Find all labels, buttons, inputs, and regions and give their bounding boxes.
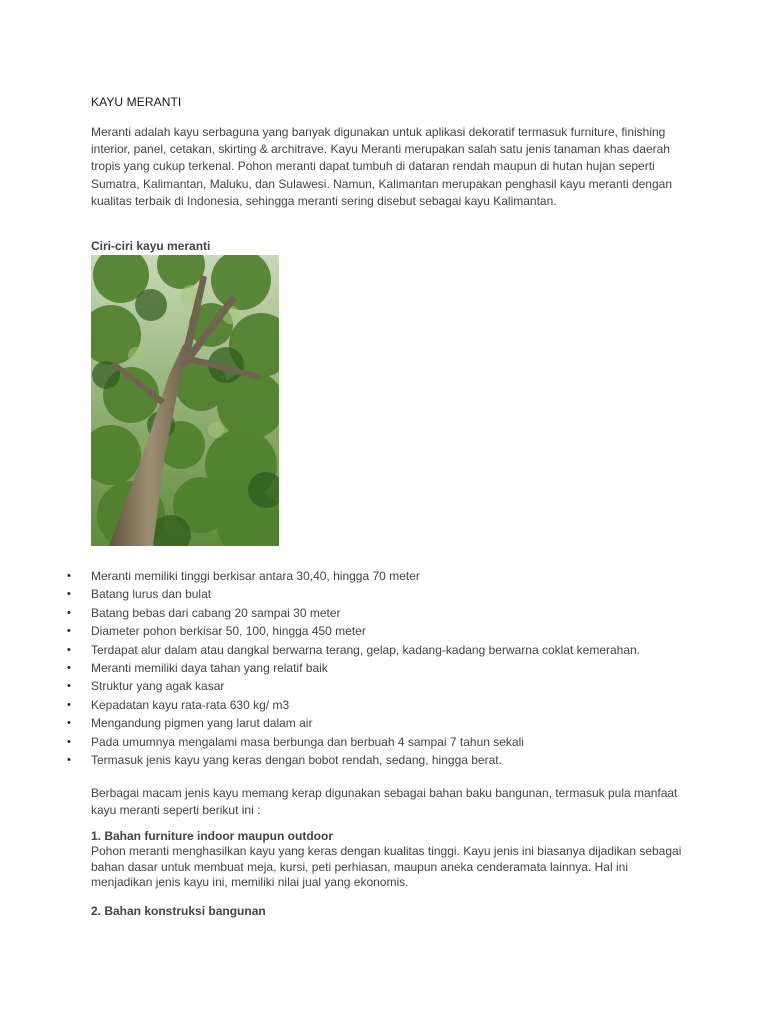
- bullet-icon: •: [67, 698, 71, 711]
- list-item: • Struktur yang agak kasar: [91, 677, 711, 695]
- section-heading-construction: 2. Bahan konstruksi bangunan: [91, 904, 266, 918]
- meranti-tree-photo: [91, 255, 279, 546]
- characteristics-list: [67, 567, 711, 769]
- tree-illustration: [91, 255, 279, 546]
- list-item: • Pada umumnya mengalami masa berbunga dan berbuah 4 sampai 7 tahun sekali: [91, 733, 711, 751]
- list-item: • Mengandung pigmen yang larut dalam air: [91, 714, 711, 732]
- list-item: • Kepadatan kayu rata-rata 630 kg/ m3: [91, 696, 711, 714]
- page-title: KAYU MERANTI: [91, 95, 182, 109]
- bullet-icon: •: [67, 735, 71, 748]
- bullet-icon: •: [67, 717, 71, 730]
- bullet-icon: •: [67, 606, 71, 619]
- section-heading-furniture: 1. Bahan furniture indoor maupun outdoor: [91, 829, 333, 843]
- list-item: • Batang bebas dari cabang 20 sampai 30 meter: [91, 604, 711, 622]
- bullet-icon: •: [67, 680, 71, 693]
- list-item: • Meranti memiliki daya tahan yang relatif baik: [91, 659, 711, 677]
- list-item: • Termasuk jenis kayu yang keras dengan bobot rendah, sedang, hingga berat.: [91, 751, 711, 769]
- list-item: • Terdapat alur dalam atau dangkal berwarna terang, gelap, kadang-kadang berwarna coklat kemerahan.: [91, 641, 711, 659]
- bullet-icon: •: [67, 625, 71, 638]
- bullet-icon: •: [67, 643, 71, 656]
- bullet-icon: •: [67, 753, 71, 766]
- bullet-icon: •: [67, 588, 71, 601]
- list-item: • Diameter pohon berkisar 50, 100, hingga 450 meter: [91, 622, 711, 640]
- ciri-heading: Ciri-ciri kayu meranti: [91, 239, 211, 253]
- bullet-icon: •: [67, 661, 71, 674]
- list-item: • Batang lurus dan bulat: [91, 585, 711, 603]
- list-item: • Meranti memiliki tinggi berkisar antara 30,40, hingga 70 meter: [91, 567, 711, 585]
- intro-paragraph: Meranti adalah kayu serbaguna yang banyak digunakan untuk aplikasi dekoratif termasuk furniture, finishing interior, panel, cetakan, skirting & architrave. Kayu Meranti merupakan salah satu jenis tanaman khas daerah tropis yang cukup terkenal. Pohon meranti dapat tumbuh di dataran rendah maupun di hutan hujan seperti Sumatra, Kalimantan, Maluku, dan Sulawesi. Namun, Kalimantan merupakan penghasil kayu meranti dengan kualitas terbaik di Indonesia, sehingga meranti sering disebut sebagai kayu Kalimantan.: [91, 125, 672, 208]
- bullet-icon: •: [67, 570, 71, 582]
- uses-intro-paragraph: Berbagai macam jenis kayu memang kerap digunakan sebagai bahan baku bangunan, termasuk pula manfaat kayu meranti seperti berikut ini :: [91, 786, 678, 817]
- section-body-furniture: Pohon meranti menghasilkan kayu yang keras dengan kualitas tinggi. Kayu jenis ini biasanya dijadikan sebagai bahan dasar untuk membuat meja, kursi, peti perhiasan, maupun aneka cenderamata lainnya. Hal ini menjadikan jenis kayu ini, memiliki nilai jual yang ekonomis.: [91, 844, 682, 889]
